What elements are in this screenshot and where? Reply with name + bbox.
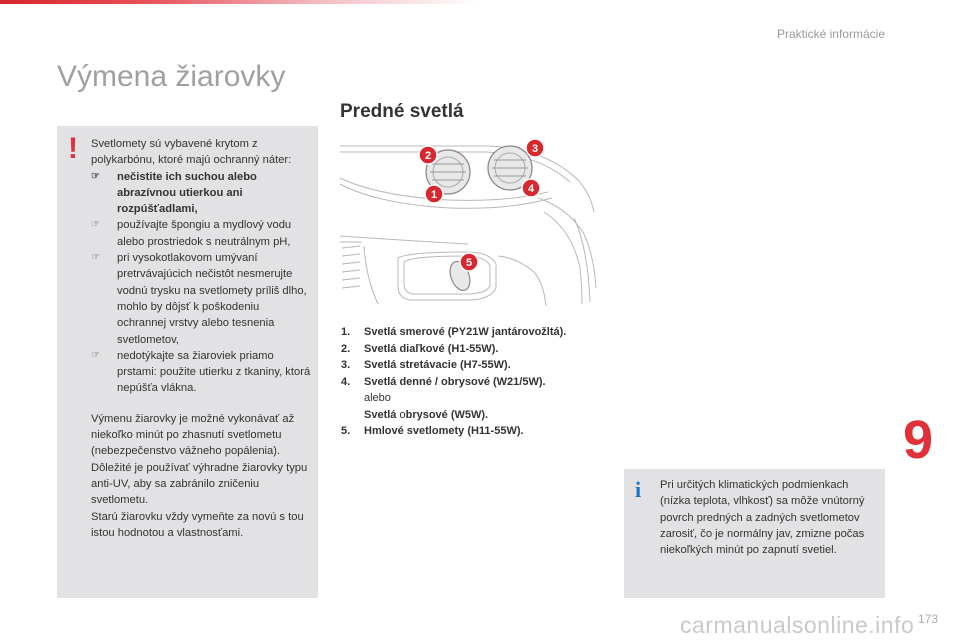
alternative-item: Svetlá obrysové (W5W). — [364, 408, 489, 421]
warning-note: Výmenu žiarovky je možné vykonávať až niekoľko minút po zhasnutí svetlometu (nebezpečenstvo vážneho popálenia). — [91, 412, 295, 458]
page-number: 173 — [917, 612, 938, 626]
watermark: carmanualsonline.info — [680, 612, 915, 638]
list-item: 2. Svetlá diaľkové (H1-55W). — [341, 342, 499, 355]
list-item: 3. Svetlá stretávacie (H7-55W). — [341, 359, 511, 371]
info-box — [624, 469, 885, 598]
svg-text:3: 3 — [531, 143, 539, 155]
badge-3 — [526, 139, 544, 157]
info-icon: i — [635, 477, 642, 502]
list-item: ☞ nečistite ich suchou alebo abrazívnou utierkou ani rozpúšťadlami, — [91, 170, 257, 216]
list-item: 5. Hmlové svetlomety (H11-55W). — [341, 425, 524, 437]
list-item: 4. Svetlá denné / obrysové (W21/5W). alebo Svetlá obrysové (W5W). — [341, 374, 631, 424]
badge-2 — [419, 146, 437, 164]
top-accent-bar — [0, 0, 480, 4]
warning-list — [91, 169, 311, 397]
alternative-label: alebo — [364, 392, 391, 404]
list-item: ☞ nedotýkajte sa žiaroviek priamo prstami: použite utierku z tkaniny, ktorá nepúšťa vlákna. — [91, 349, 311, 395]
hand-pointer-icon: ☞ — [91, 349, 100, 361]
svg-text:1: 1 — [430, 189, 438, 201]
info-text: Pri určitých klimatických podmienkach (nízka teplota, vlhkosť) sa môže vnútorný povrch predných a zadných svetlometov zarosiť, čo je normálny jav, zmizne počas niekoľkých minút po zapnutí svetiel. — [660, 479, 865, 557]
badge-4 — [522, 179, 540, 197]
warning-intro: Svetlomety sú vybavené krytom z polykarbónu, ktoré majú ochranný náter: — [91, 138, 292, 167]
warning-note-2: Dôležité je používať výhradne žiarovky typu anti-UV, aby sa zabránilo zničeniu svetlometu. — [91, 461, 308, 507]
badge-1 — [425, 185, 443, 203]
section-header: Praktické informácie — [776, 27, 885, 41]
list-item: ☞ používajte špongiu a mydlový vodu alebo prostriedok s neutrálnym pH, — [91, 219, 292, 248]
lamp-list — [341, 324, 631, 440]
badge-5 — [460, 253, 478, 271]
hand-pointer-icon: ☞ — [91, 219, 100, 231]
svg-text:4: 4 — [527, 183, 535, 195]
svg-text:5: 5 — [465, 257, 473, 269]
list-item: ☞ pri vysokotlakovom umývaní pretrvávajúcich nečistôt nesmerujte vodnú trysku na svetlomety príliš dlho, mohlo by dôjsť k poškodeniu ochrannej vrstvy alebo tesnenia svetlometov, — [91, 252, 307, 346]
warning-box — [57, 126, 318, 598]
section-title: Predné svetlá — [340, 101, 464, 122]
exclamation-icon: ! — [68, 132, 78, 165]
chapter-number: 9 — [903, 410, 934, 470]
warning-note-3: Starú žiarovku vždy vymeňte za novú s tou istou hodnotou a vlastnosťami. — [91, 510, 304, 539]
hand-pointer-icon: ☞ — [91, 252, 100, 264]
list-item: 1. Svetlá smerové (PY21W jantárovožltá). — [341, 326, 567, 338]
hand-pointer-icon: ☞ — [91, 170, 100, 182]
warning-body — [91, 136, 311, 541]
svg-text:2: 2 — [424, 150, 432, 162]
headlamp-diagram — [338, 138, 600, 306]
page-title: Výmena žiarovky — [57, 60, 286, 93]
